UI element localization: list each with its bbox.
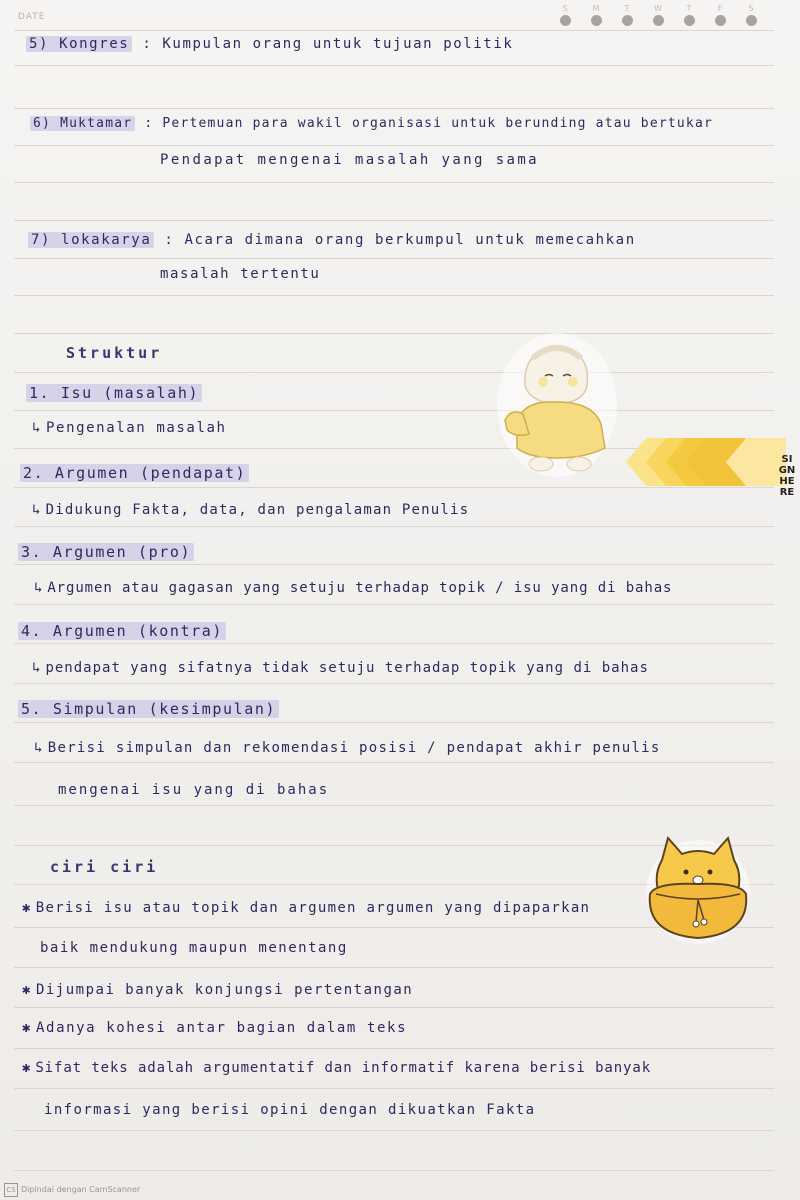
weekday-dot xyxy=(591,15,602,26)
definition-text: Pertemuan para wakil organisasi untuk berunding atau bertukar xyxy=(162,116,714,131)
ciri-item-continued: informasi yang berisi opini dengan dikuatkan Fakta xyxy=(44,1102,536,1118)
sign-here-tab xyxy=(626,438,786,486)
struktur-item-detail xyxy=(34,740,661,756)
definition-text: Kumpulan orang untuk tujuan politik xyxy=(162,36,514,52)
item-detail-text: Berisi simpulan dan rekomendasi posisi / pendapat akhir penulis xyxy=(47,740,661,756)
definition-muktamar-continued: Pendapat mengenai masalah yang sama xyxy=(160,152,540,168)
ruled-line xyxy=(14,182,774,183)
ruled-line xyxy=(14,410,774,411)
ciri-item xyxy=(22,900,590,916)
struktur-item-title xyxy=(20,464,249,482)
ruled-line xyxy=(14,1130,774,1131)
weekday-monday xyxy=(586,4,606,26)
arrow-icon: ↳ xyxy=(32,660,42,676)
item-title-text: 3. Argumen (pro) xyxy=(18,543,194,561)
struktur-item-detail xyxy=(32,420,227,436)
arrow-icon: ↳ xyxy=(32,502,42,518)
ciri-text: Sifat teks adalah argumentatif dan informatif karena berisi banyak xyxy=(35,1060,652,1076)
struktur-item-title xyxy=(18,622,226,640)
ciri-item xyxy=(22,982,413,998)
ruled-line xyxy=(14,487,774,488)
definition-term: 6) Muktamar xyxy=(30,116,135,131)
ruled-line xyxy=(14,65,774,66)
weekday-letter: S xyxy=(562,4,568,13)
arrow-icon: ↳ xyxy=(32,420,43,436)
definition-muktamar xyxy=(30,116,713,131)
ruled-line xyxy=(14,683,774,684)
weekday-dot xyxy=(684,15,695,26)
ciri-item xyxy=(22,1060,651,1076)
ciri-text: Dijumpai banyak konjungsi pertentangan xyxy=(35,982,414,998)
weekday-letter: F xyxy=(717,4,723,13)
star-bullet-icon: ✱ xyxy=(22,1060,32,1076)
ruled-line xyxy=(14,145,774,146)
weekday-letter: T xyxy=(686,4,692,13)
ruled-line xyxy=(14,108,774,109)
item-title-text: 5. Simpulan (kesimpulan) xyxy=(18,700,279,718)
star-bullet-icon: ✱ xyxy=(22,1020,33,1036)
weekday-tracker xyxy=(555,4,775,30)
definition-separator: : xyxy=(132,36,163,52)
ruled-line xyxy=(14,564,774,565)
ruled-line xyxy=(14,1088,774,1089)
ruled-line xyxy=(14,643,774,644)
definition-text: Acara dimana orang berkumpul untuk memecahkan xyxy=(184,232,636,248)
ruled-line xyxy=(14,967,774,968)
definition-term: 7) lokakarya xyxy=(28,232,154,248)
weekday-letter: T xyxy=(624,4,630,13)
ruled-line xyxy=(14,526,774,527)
item-title-text: 1. Isu (masalah) xyxy=(26,384,202,402)
star-bullet-icon: ✱ xyxy=(22,982,32,998)
weekday-wednesday xyxy=(648,4,668,26)
sign-here-label: SIGN HERE xyxy=(778,454,796,498)
camscanner-badge: CS xyxy=(4,1183,18,1197)
weekday-dot xyxy=(746,15,757,26)
weekday-tuesday xyxy=(617,4,637,26)
item-title-text: 4. Argumen (kontra) xyxy=(18,622,226,640)
struktur-item-detail xyxy=(32,660,649,676)
camscanner-text: Dipindai dengan CamScanner xyxy=(21,1185,141,1194)
definition-separator: : xyxy=(154,232,185,248)
weekday-friday xyxy=(710,4,730,26)
weekday-letter: M xyxy=(592,4,600,13)
weekday-dot xyxy=(622,15,633,26)
cat-sticker-icon xyxy=(642,830,754,946)
ruled-line xyxy=(14,1048,774,1049)
item-detail-text: Didukung Fakta, data, dan pengalaman Penulis xyxy=(45,502,470,518)
ciri-item xyxy=(22,1020,407,1036)
struktur-item-title xyxy=(26,384,202,402)
arrow-icon: ↳ xyxy=(34,580,44,596)
weekday-dot xyxy=(560,15,571,26)
ruled-line xyxy=(14,258,774,259)
star-bullet-icon: ✱ xyxy=(22,900,32,916)
ciri-text: Berisi isu atau topik dan argumen argumen yang dipaparkan xyxy=(35,900,591,916)
ruled-line xyxy=(14,1007,774,1008)
ruled-line xyxy=(14,805,774,806)
weekday-dot xyxy=(653,15,664,26)
struktur-item-title xyxy=(18,543,194,561)
ruled-line xyxy=(14,220,774,221)
ciri-text: Adanya kohesi antar bagian dalam teks xyxy=(36,1020,408,1036)
ruled-line xyxy=(14,1170,774,1171)
weekday-sunday xyxy=(555,4,575,26)
ruled-line xyxy=(14,295,774,296)
struktur-item-title xyxy=(18,700,279,718)
ruled-line xyxy=(14,604,774,605)
definition-separator: : xyxy=(135,116,163,131)
ruled-line xyxy=(14,722,774,723)
struktur-heading: Struktur xyxy=(66,344,163,362)
item-title-text: 2. Argumen (pendapat) xyxy=(20,464,249,482)
weekday-letter: S xyxy=(748,4,754,13)
item-detail-text: Argumen atau gagasan yang setuju terhadap topik / isu yang di bahas xyxy=(47,580,673,596)
date-label: DATE xyxy=(18,12,46,22)
struktur-item-detail xyxy=(34,580,672,596)
weekday-thursday xyxy=(679,4,699,26)
character-sticker-icon xyxy=(495,330,620,480)
item-detail-text: Pengenalan masalah xyxy=(46,420,227,436)
item-detail-text: pendapat yang sifatnya tidak setuju terhadap topik yang di bahas xyxy=(45,660,649,676)
weekday-dot xyxy=(715,15,726,26)
definition-lokakarya-continued: masalah tertentu xyxy=(160,266,321,282)
ruled-line xyxy=(14,372,774,373)
arrow-icon: ↳ xyxy=(34,740,44,756)
definition-lokakarya xyxy=(28,232,636,248)
weekday-letter: W xyxy=(654,4,662,13)
scanner-watermark xyxy=(4,1183,140,1197)
ruled-line xyxy=(14,30,774,31)
weekday-saturday xyxy=(741,4,761,26)
ruled-line xyxy=(14,762,774,763)
definition-kongres xyxy=(26,36,513,52)
definition-term: 5) Kongres xyxy=(26,36,132,52)
struktur-item-detail xyxy=(32,502,469,518)
struktur-item-detail-continued: mengenai isu yang di bahas xyxy=(58,782,330,798)
ruled-line xyxy=(14,333,774,334)
ciri-heading: ciri ciri xyxy=(50,858,159,876)
ciri-item-continued: baik mendukung maupun menentang xyxy=(40,940,348,956)
